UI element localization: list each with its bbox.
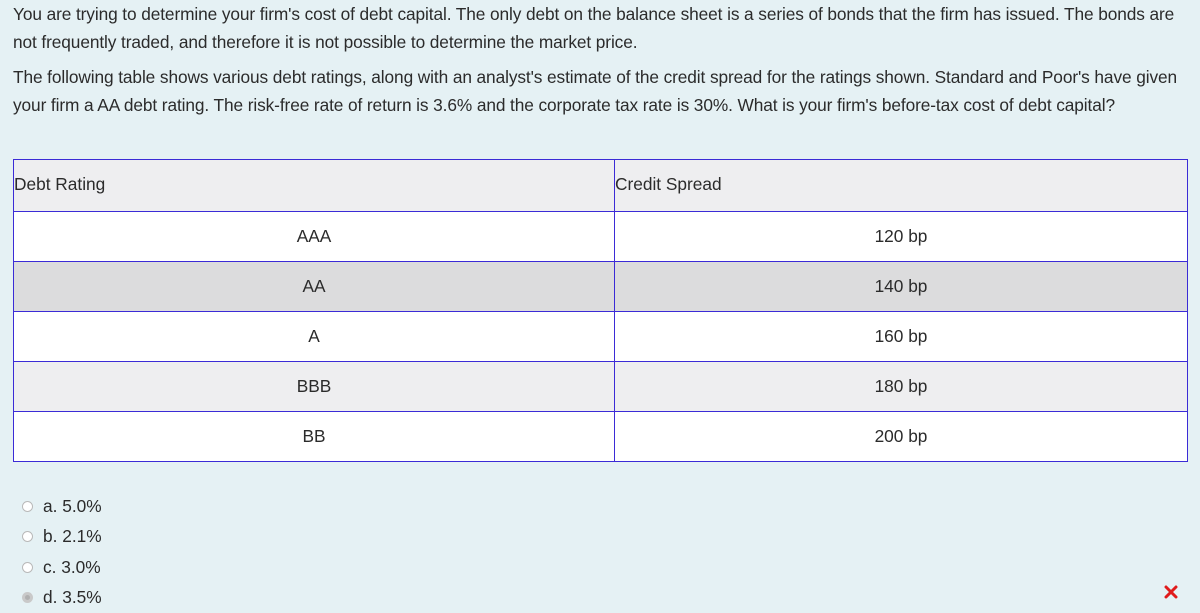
rating-cell: BB [14,412,615,462]
radio-button[interactable] [22,501,33,512]
option-d[interactable] [22,583,102,613]
question-paragraph-1: You are trying to determine your firm's cost of debt capital. The only debt on the balance sheet is a series of bonds that the firm has issued. The bonds are not frequently traded, and therefore it is not possible to determine the market price. [13,0,1193,56]
option-label: a. 5.0% [43,496,102,517]
table-row [14,412,1188,462]
rating-cell: AA [14,262,615,312]
table-row [14,212,1188,262]
option-c[interactable] [22,552,102,583]
header-credit-spread: Credit Spread [615,160,1188,212]
answer-options [22,491,102,613]
spread-cell: 140 bp [615,262,1188,312]
option-label: b. 2.1% [43,526,102,547]
table-header-row [14,160,1188,212]
rating-cell: BBB [14,362,615,412]
spread-cell: 160 bp [615,312,1188,362]
radio-button-selected[interactable] [22,592,33,603]
option-label: c. 3.0% [43,557,101,578]
question-text [13,0,1193,119]
option-label: d. 3.5% [43,587,102,608]
spread-cell: 180 bp [615,362,1188,412]
spread-cell: 120 bp [615,212,1188,262]
table-row [14,362,1188,412]
option-b[interactable] [22,522,102,553]
header-debt-rating: Debt Rating [14,160,615,212]
spread-cell: 200 bp [615,412,1188,462]
rating-cell: A [14,312,615,362]
debt-rating-table [13,159,1188,462]
question-paragraph-2: The following table shows various debt ratings, along with an analyst's estimate of the credit spread for the ratings shown. Standard and Poor's have given your firm a AA debt rating. The risk-free rate of return is 3.6% and the corporate tax rate is 30%. What is your firm's before-tax cost of debt capital? [13,63,1193,119]
incorrect-x-icon [1164,585,1178,599]
option-a[interactable] [22,491,102,522]
rating-cell: AAA [14,212,615,262]
radio-button[interactable] [22,562,33,573]
table-row [14,262,1188,312]
radio-button[interactable] [22,531,33,542]
table-row [14,312,1188,362]
